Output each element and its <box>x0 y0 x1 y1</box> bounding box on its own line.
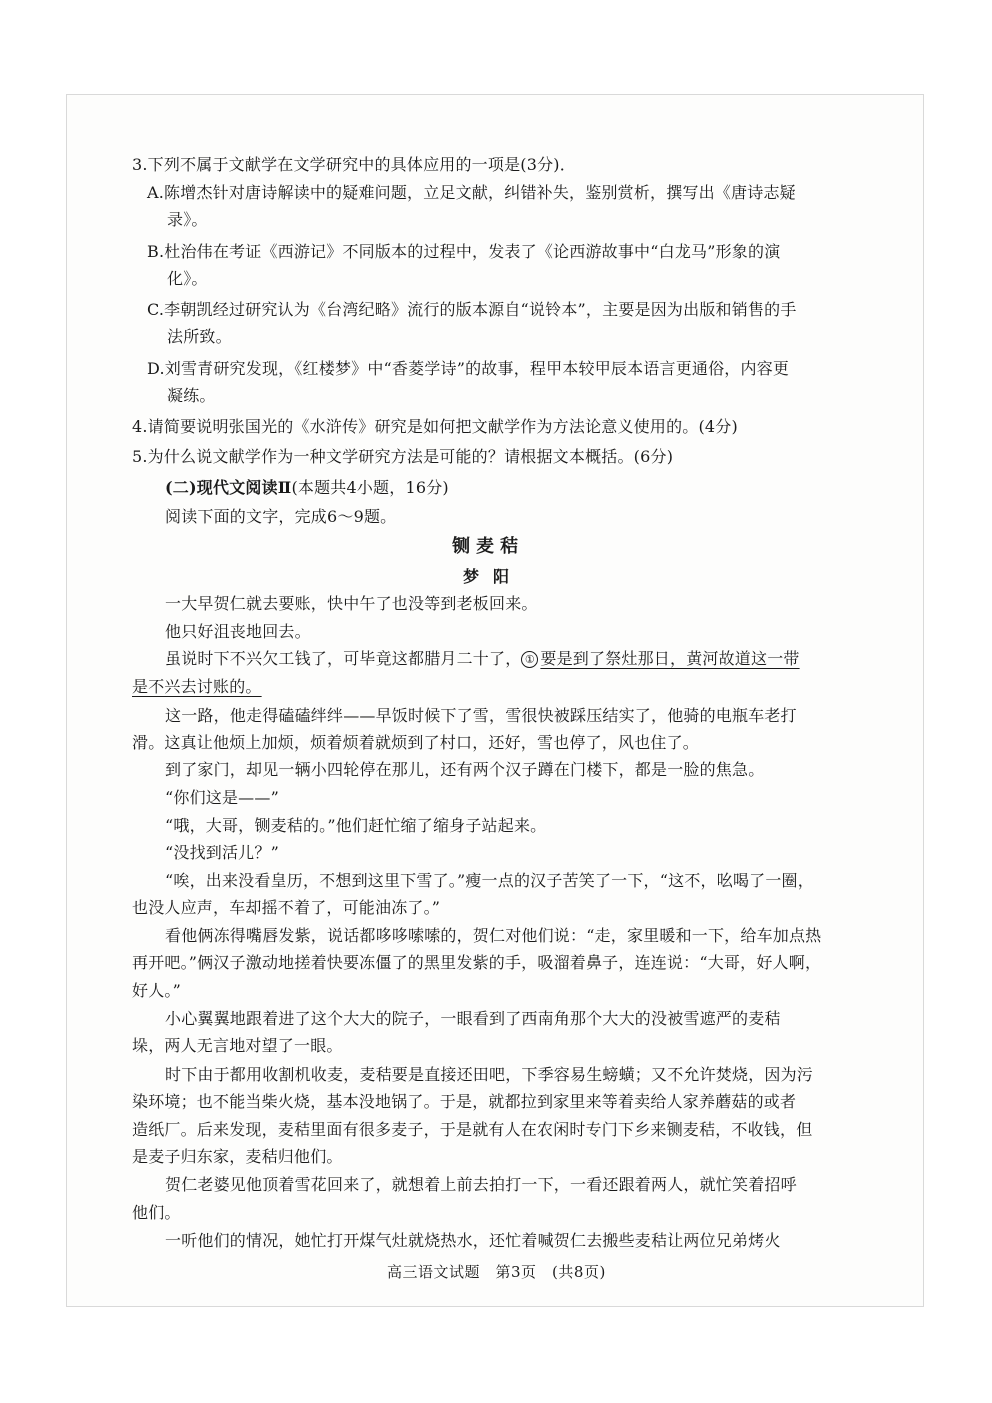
q4: 4.请简要说明张国光的《水浒传》研究是如何把文献学作为方法论意义使用的。(4分) <box>132 417 738 436</box>
q3-stem: 3.下列不属于文献学在文学研究中的具体应用的一项是(3分)． <box>132 155 576 174</box>
q3-option-d-line1: D.刘雪青研究发现，《红楼梦》中“香菱学诗”的故事，程甲本较甲辰本语言更通俗，内容更 <box>147 359 790 378</box>
q3-option-b-line2: 化》。 <box>167 269 208 288</box>
story-line: “没找到活儿？” <box>165 843 279 862</box>
story-line-plain: 虽说时下不兴欠工钱了，可毕竟这都腊月二十了， <box>165 649 522 668</box>
story-line: 到了家门，却见一辆小四轮停在那儿，还有两个汉子蹲在门楼下，都是一脸的焦急。 <box>165 760 765 779</box>
story-line: 是麦子归东家，麦秸归他们。 <box>132 1147 343 1166</box>
section-heading <box>165 478 449 498</box>
story-line: “你们这是——” <box>165 788 279 807</box>
story-line: 贺仁老婆见他顶着雪花回来了，就想着上前去拍打一下，一看还跟着两人，就忙笑着招呼 <box>165 1175 797 1194</box>
story-line: 看他俩冻得嘴唇发紫，说话都哆哆嗦嗦的，贺仁对他们说：“走，家里暖和一下，给车加点热 <box>165 926 822 945</box>
q3-option-a-line1: A.陈增杰针对唐诗解读中的疑难问题，立足文献，纠错补失，鉴别赏析，撰写出《唐诗志疑 <box>147 183 796 202</box>
story-line: 染环境；也不能当柴火烧，基本没地锅了。于是，就都拉到家里来等着卖给人家养蘑菇的或者 <box>132 1092 797 1111</box>
story-line: 小心翼翼地跟着进了这个大大的院子，一眼看到了西南角那个大大的没被雪遮严的麦秸 <box>165 1009 781 1028</box>
section-instruction: 阅读下面的文字，完成6～9题。 <box>165 507 397 526</box>
annotation-marker: ① <box>521 651 538 668</box>
story-line: 一大早贺仁就去要账，快中午了也没等到老板回来。 <box>165 594 538 613</box>
story-underlined-sentence <box>521 649 799 668</box>
q5: 5.为什么说文献学作为一种文学研究方法是可能的？请根据文本概括。(6分) <box>132 447 674 466</box>
story-underlined-continuation: 是不兴去讨账的。 <box>132 677 262 696</box>
story-line: 垛，两人无言地对望了一眼。 <box>132 1036 343 1055</box>
q3-option-c-line2: 法所致。 <box>167 327 232 346</box>
story-underlined-text: 要是到了祭灶那日，黄河故道这一带 <box>540 649 800 668</box>
section-heading-note: (本题共4小题，16分) <box>291 478 449 497</box>
story-line: 他只好沮丧地回去。 <box>165 622 311 641</box>
q3-option-b-line1: B.杜治伟在考证《西游记》不同版本的过程中，发表了《论西游故事中“白龙马”形象的演 <box>147 242 781 261</box>
story-line: 再开吧。”俩汉子激动地搓着快要冻僵了的黑里发紫的手，吸溜着鼻子，连连说：“大哥，好人啊， <box>132 953 822 972</box>
story-line: 一听他们的情况，她忙打开煤气灶就烧热水，还忙着喊贺仁去搬些麦秸让两位兄弟烤火 <box>165 1231 781 1250</box>
story-line: “哦，大哥，铡麦秸的。”他们赶忙缩了缩身子站起来。 <box>165 816 547 835</box>
story-line <box>165 649 800 669</box>
q3-option-a-line2: 录》。 <box>167 210 208 229</box>
q3-option-c-line1: C.李朝凯经过研究认为《台湾纪略》流行的版本源自“说铃本”，主要是因为出版和销售的手 <box>147 300 797 319</box>
story-line: 滑。这真让他烦上加烦，烦着烦着就烦到了村口，还好，雪也停了，风也住了。 <box>132 733 700 752</box>
story-line: 时下由于都用收割机收麦，麦秸要是直接还田吧，下季容易生螃蟥；又不允许焚烧，因为污 <box>165 1065 814 1084</box>
story-line: 他们。 <box>132 1203 181 1222</box>
story-line: 造纸厂。后来发现，麦秸里面有很多麦子，于是就有人在农闲时专门下乡来铡麦秸，不收钱，但 <box>132 1120 813 1139</box>
page-footer: 高三语文试题 第3页 (共8页) <box>387 1263 606 1281</box>
section-heading-title: (二)现代文阅读Ⅱ <box>165 478 292 497</box>
story-line: 也没人应声，车却摇不着了，可能油冻了。” <box>132 898 441 917</box>
story-title: 铡麦秸 <box>452 536 524 557</box>
q3-option-d-line2: 凝练。 <box>167 386 216 405</box>
story-line: 这一路，他走得磕磕绊绊——早饭时候下了雪，雪很快被踩压结实了，他骑的电瓶车老打 <box>165 706 797 725</box>
story-line: “唉，出来没看皇历，不想到这里下雪了。”瘦一点的汉子苦笑了一下，“这不，吆喝了一圈， <box>165 871 814 890</box>
story-author: 梦阳 <box>463 567 524 586</box>
story-line: 好人。” <box>132 981 181 1000</box>
